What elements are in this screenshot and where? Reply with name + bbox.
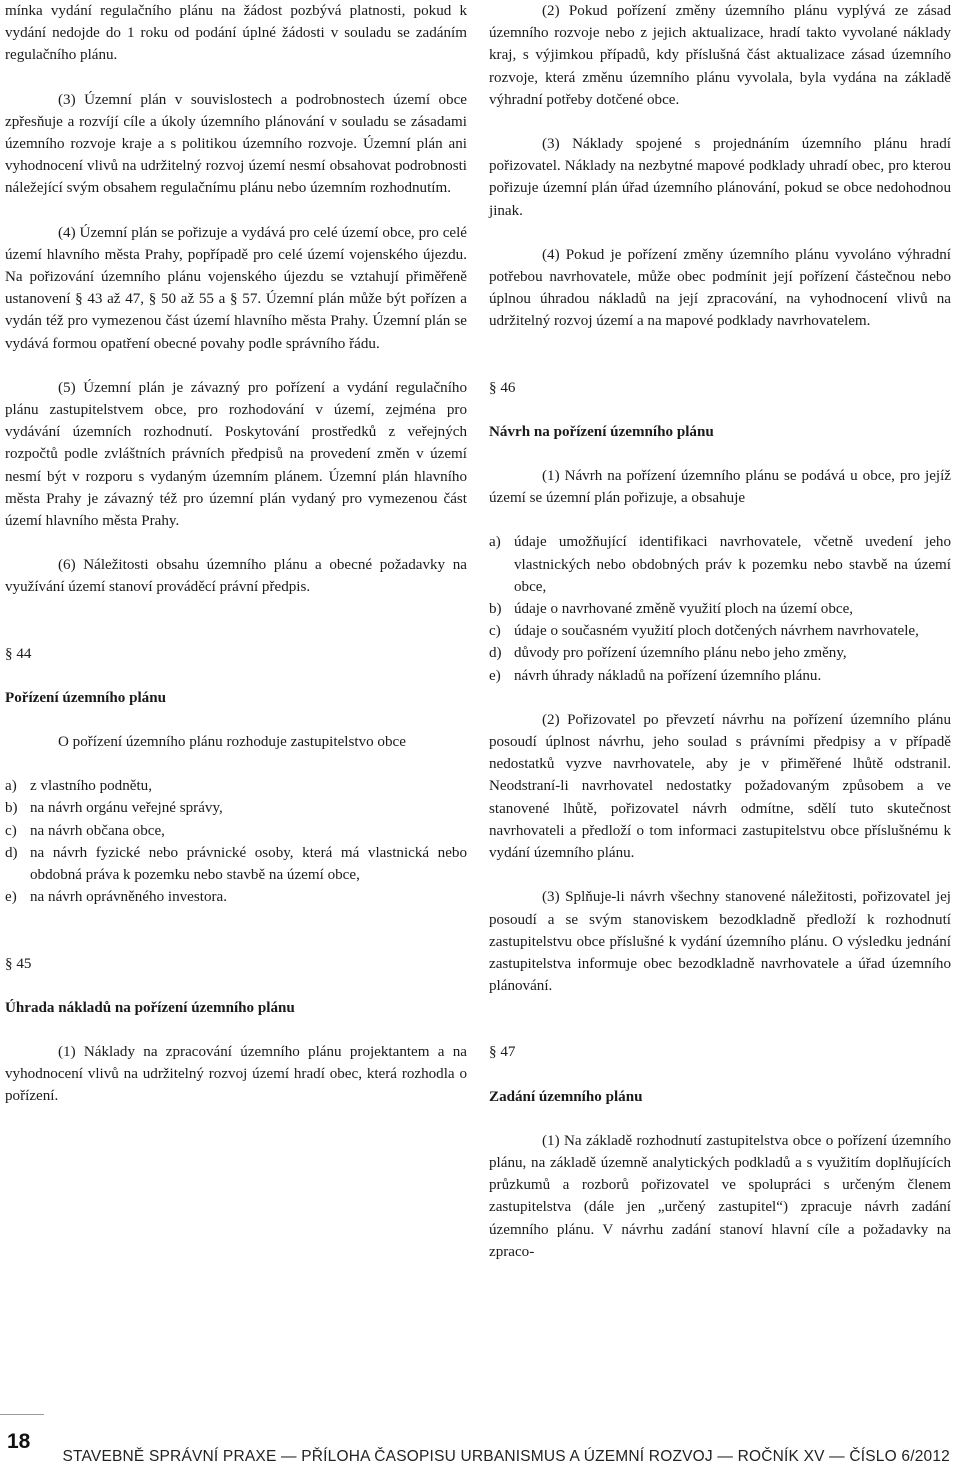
paragraph-45-4: (4) Pokud je pořízení změny územního plánu vyvoláno výhradní potřebou navrhovatele, může obec podmínit její pořízení částečnou nebo úplnou úhradou nákladů na její zpracování, na vyhodnocení vlivů na udržitelný rozvoj území a na mapové podklady navrhovatelem. bbox=[489, 246, 951, 330]
paragraph-46-3: (3) Splňuje-li návrh všechny stanovené náležitosti, pořizovatel jej posoudí a se svým stanoviskem bezodkladně předloží k rozhodnutí zastupitelstvu obce příslušné k vydání územního plánu. O výsledku jednání zastupitelstva informuje obec bezodkladně navrhovatele a úřad územního plánování. bbox=[489, 889, 951, 995]
list-item-mark: e) bbox=[489, 667, 501, 684]
right-column bbox=[489, 0, 951, 1263]
list-item-mark: c) bbox=[5, 822, 17, 839]
list-item bbox=[5, 886, 467, 908]
paragraph-47-1: (1) Na základě rozhodnutí zastupitelstva obce o pořízení územního plánu, na základě územně analytických podkladů a s využitím doplňujících průzkumů a rozborů pořizovatel ve spolupráci s určeným členem zastupitelstva (dále jen „určený zastupitel“) zpracuje návrh zadání územního plánu. V návrhu zadání stanoví hlavní cíle a požadavky na zpraco- bbox=[489, 1132, 951, 1260]
list-item bbox=[489, 598, 951, 620]
list-item bbox=[5, 797, 467, 819]
paragraph-43-4: (4) Územní plán se pořizuje a vydává pro celé území obce, pro celé území hlavního města Prahy, popřípadě pro celé území vojenského újezdu. Na pořizování územního plánu vojenského újezdu se vztahují přiměřeně ustanovení § 43 až 47, § 50 až 55 a § 57. Územní plán může být pořízen a vydán též pro vymezenou část území hlavního města Prahy. Územní plán se vydává formou opatření obecné povahy podle správního řádu. bbox=[5, 224, 467, 352]
list-item-text: údaje o současném využití ploch dotčených návrhem navrhovatele, bbox=[514, 623, 919, 640]
list-item bbox=[5, 775, 467, 797]
list-item bbox=[5, 842, 467, 886]
section-heading-46: Návrh na pořízení územního plánu bbox=[489, 423, 714, 440]
section-number-44: § 44 bbox=[5, 645, 32, 662]
section-number-45: § 45 bbox=[5, 955, 32, 972]
list-item-text: na návrh občana obce, bbox=[30, 822, 165, 839]
paragraph-46-1: (1) Návrh na pořízení územního plánu se podává u obce, pro jejíž území se územní plán pořizuje, a obsahuje bbox=[489, 468, 951, 507]
list-46 bbox=[489, 531, 951, 686]
page-number: 18 bbox=[7, 1430, 31, 1453]
paragraph-45-1: (1) Náklady na zpracování územního plánu projektantem a na vyhodnocení vlivů na udržitelný rozvoj území hradí obec, která rozhodla o pořízení. bbox=[5, 1043, 467, 1105]
left-column bbox=[5, 0, 467, 1108]
list-item-mark: c) bbox=[489, 623, 501, 640]
list-item-text: údaje umožňující identifikaci navrhovatele, včetně uvedení jeho vlastnických nebo obdobných práv k pozemku nebo stavbě na území obce, bbox=[514, 534, 951, 595]
paragraph-43-3: (3) Územní plán v souvislostech a podrobnostech území obce zpřesňuje a rozvíjí cíle a úkoly územního plánování v souladu se zásadami územního rozvoje kraje a s politikou územního rozvoje. Územní plán ani vyhodnocení vlivů na udržitelný rozvoj území nesmí obsahovat podrobnosti náležející svým obsahem regulačnímu plánu nebo územním rozhodnutím. bbox=[5, 91, 467, 197]
list-item-mark: a) bbox=[489, 534, 501, 551]
list-item-mark: d) bbox=[489, 645, 502, 662]
section-heading-47: Zadání územního plánu bbox=[489, 1088, 643, 1105]
list-item-text: na návrh oprávněného investora. bbox=[30, 889, 227, 906]
publication-footer: STAVEBNĚ SPRÁVNÍ PRAXE — PŘÍLOHA ČASOPISU URBANISMUS A ÚZEMNÍ ROZVOJ — ROČNÍK XV — ČÍSLO 6/2012 bbox=[62, 1448, 950, 1465]
list-item-text: důvody pro pořízení územního plánu nebo jeho změny, bbox=[514, 645, 847, 662]
list-item-mark: a) bbox=[5, 778, 17, 795]
section-number-46: § 46 bbox=[489, 379, 516, 396]
list-item bbox=[489, 531, 951, 598]
list-item-text: z vlastního podnětu, bbox=[30, 778, 152, 795]
section-number-47: § 47 bbox=[489, 1044, 516, 1061]
list-item bbox=[489, 665, 951, 687]
list-item-mark: b) bbox=[489, 601, 502, 618]
paragraph-43-6: (6) Náležitosti obsahu územního plánu a obecné požadavky na využívání území stanoví prováděcí právní předpis. bbox=[5, 557, 467, 596]
list-item-text: údaje o navrhované změně využití ploch na území obce, bbox=[514, 601, 854, 618]
section-heading-44: Pořízení územního plánu bbox=[5, 689, 167, 706]
list-item-mark: e) bbox=[5, 889, 17, 906]
paragraph-43-5: (5) Územní plán je závazný pro pořízení a vydání regulačního plánu zastupitelstvem obce, pro rozhodování v území, zejména pro vydávání územních rozhodnutí. Poskytování prostředků z veřejných rozpočtů podle zvláštních právních předpisů na provedení změn v území nesmí být v rozporu s vydaným územním plánem. Územní plán hlavního města Prahy je závazný též pro územní plán vydaný pro vymezenou část území hlavního města Prahy. bbox=[5, 379, 467, 530]
list-item bbox=[5, 820, 467, 842]
paragraph-intro: mínka vydání regulačního plánu na žádost pozbývá platnosti, pokud k vydání nedojde do 1 roku od podání úplné žádosti v souladu se zadáním regulačního plánu. bbox=[5, 3, 467, 64]
list-item-mark: b) bbox=[5, 800, 18, 817]
section-heading-45: Úhrada nákladů na pořízení územního plánu bbox=[5, 999, 295, 1016]
list-44 bbox=[5, 775, 467, 908]
paragraph-45-2: (2) Pokud pořízení změny územního plánu vyplývá ze zásad územního rozvoje nebo z jejich aktualizace, hradí takto vyvolané náklady kraj, s výjimkou případů, kdy příslušná část aktualizace zásad územního rozvoje, která změnu územního plánu vyvolala, byla vydána na základě výhradní potřeby dotčené obce. bbox=[489, 3, 951, 108]
list-item-mark: d) bbox=[5, 844, 18, 861]
list-item bbox=[489, 642, 951, 664]
list-item-text: na návrh fyzické nebo právnické osoby, která má vlastnická nebo obdobná práva k pozemku nebo stavbě na území obce, bbox=[30, 844, 467, 884]
paragraph-44: O pořízení územního plánu rozhoduje zastupitelstvo obce bbox=[58, 734, 406, 751]
footer-rule bbox=[0, 1414, 44, 1415]
paragraph-46-2: (2) Pořizovatel po převzetí návrhu na pořízení územního plánu posoudí úplnost návrhu, jeho soulad s právními předpisy a v případě nedostatků vyzve navrhovatele, aby je v přiměřené lhůtě odstranil. Neodstraní-li navrhovatel nedostatky požadovaným způsobem a ve stanovené lhůtě, pořizovatel návrh odmítne, sdělí tuto skutečnost navrhovateli a předloží o tom informaci zastupitelstvu obce příslušnému k vydání územního plánu. bbox=[489, 711, 951, 862]
paragraph-45-3: (3) Náklady spojené s projednáním územního plánu hradí pořizovatel. Náklady na nezbytné mapové podklady uhradí obec, pro kterou pořizuje územní plán úřad územního plánování, pokud se obce nedohodnou jinak. bbox=[489, 136, 951, 219]
list-item bbox=[489, 620, 951, 642]
list-item-text: návrh úhrady nákladů na pořízení územního plánu. bbox=[514, 667, 822, 684]
list-item-text: na návrh orgánu veřejné správy, bbox=[30, 800, 223, 817]
